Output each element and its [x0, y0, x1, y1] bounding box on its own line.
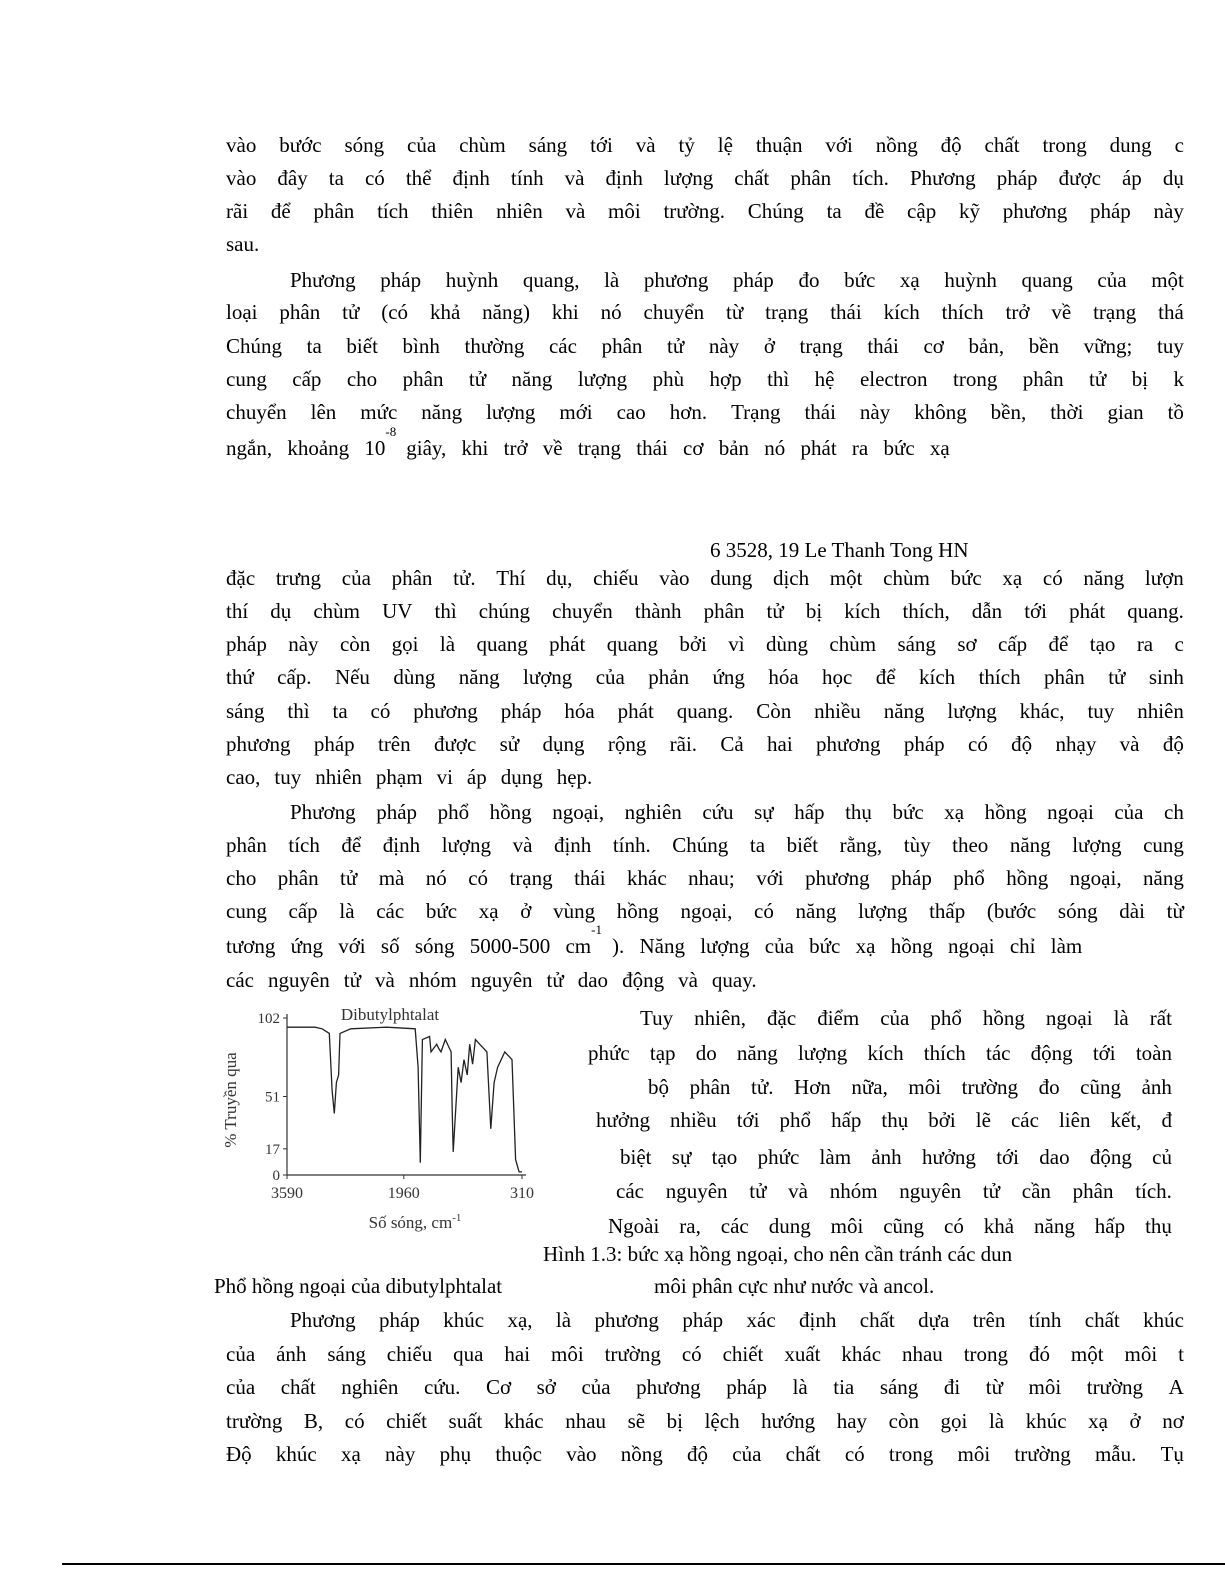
- paragraph-5-line: Phương pháp khúc xạ, là phương pháp xác định chất dựa trên tính chất khúc: [290, 1308, 1184, 1332]
- paragraph-3-line: pháp này còn gọi là quang phát quang bởi vì dùng chùm sáng sơ cấp để tạo ra c: [226, 632, 1184, 656]
- wrap-line: phức tạp do năng lượng kích thích tác động tới toàn: [588, 1041, 1172, 1065]
- paragraph-3-line: sáng thì ta có phương pháp hóa phát quang. Còn nhiều năng lượng khác, tuy nhiên: [226, 699, 1184, 723]
- paragraph-3-line: cao, tuy nhiên phạm vi áp dụng hẹp.: [226, 765, 593, 789]
- paragraph-2-line: Chúng ta biết bình thường các phân tử này ở trạng thái cơ bản, bền vững; tuy: [226, 334, 1184, 358]
- figure-caption-line-1: Hình 1.3: bức xạ hồng ngoại, cho nên cần tránh các dun: [543, 1242, 1013, 1266]
- paragraph-3-line: thí dụ chùm UV thì chúng chuyển thành phân tử bị kích thích, dẫn tới phát quang.: [226, 599, 1184, 623]
- paragraph-1-line: vào bước sóng của chùm sáng tới và tỷ lệ thuận với nồng độ chất trong dung c: [226, 133, 1184, 157]
- paragraph-5-line: trường B, có chiết suất khác nhau sẽ bị lệch hướng hay còn gọi là khúc xạ ở nơ: [226, 1409, 1184, 1433]
- paragraph-3-line: thứ cấp. Nếu dùng năng lượng của phản ứng hóa học để kích thích phân tử sinh: [226, 665, 1184, 689]
- paragraph-3-line: đặc trưng của phân tử. Thí dụ, chiếu vào dung dịch một chùm bức xạ có năng lượn: [226, 566, 1184, 590]
- page-footer-text: 6 3528, 19 Le Thanh Tong HN: [710, 538, 969, 562]
- x-tick-label: 3590: [271, 1185, 303, 1202]
- wrap-line: các nguyên tử và nhóm nguyên tử cần phân tích.: [616, 1179, 1172, 1203]
- chart-xlabel: [369, 1212, 462, 1232]
- spectrum-line: [287, 1027, 522, 1172]
- paragraph-2-line: ngắn, khoảng 10 $^{-8}$ giây, khi trở về trạng thái cơ bản nó phát ra bức xạ: [226, 424, 950, 460]
- paragraph-4-line: cho phân tử mà nó có trạng thái khác nhau; với phương pháp phổ hồng ngoại, năng: [226, 866, 1184, 890]
- paragraph-5-line: Độ khúc xạ này phụ thuộc vào nồng độ của chất có trong môi trường mẫu. Tụ: [226, 1442, 1184, 1466]
- paragraph-2-line: chuyển lên mức năng lượng mới cao hơn. Trạng thái này không bền, thời gian tồ: [226, 400, 1184, 424]
- paragraph-2-line: cung cấp cho phân tử năng lượng phù hợp thì hệ electron trong phân tử bị k: [226, 367, 1184, 391]
- ir-spectrum-chart: [200, 1000, 560, 1240]
- y-tick-label: 0: [272, 1168, 280, 1184]
- wrap-line: Ngoài ra, các dung môi cũng có khả năng hấp thụ: [608, 1214, 1172, 1238]
- chart-xlabel-sup: -1: [452, 1212, 462, 1224]
- figure-caption-line-2: [214, 1274, 935, 1298]
- paragraph-5-line: của ánh sáng chiếu qua hai môi trường có chiết xuất khác nhau trong đó một môi t: [226, 1342, 1184, 1366]
- chart-xlabel-text: Số sóng, cm: [368, 1213, 453, 1232]
- wrap-line: biệt sự tạo phức làm ảnh hưởng tới dao động củ: [620, 1145, 1172, 1169]
- wrap-line: bộ phân tử. Hơn nữa, môi trường đo cũng ảnh: [648, 1075, 1172, 1099]
- x-tick-label: 310: [510, 1185, 534, 1202]
- paragraph-2-line: loại phân tử (có khả năng) khi nó chuyển từ trạng thái kích thích trở về trạng thá: [226, 300, 1184, 324]
- paragraph-1-line: rãi để phân tích thiên nhiên và môi trường. Chúng ta đề cập kỹ phương pháp này: [226, 199, 1184, 223]
- paragraph-4-line: tương ứng với số sóng 5000-500 cm $^{-1}$ ). Năng lượng của bức xạ hồng ngoại chỉ làm: [226, 922, 1083, 958]
- paragraph-4-line: cung cấp là các bức xạ ở vùng hồng ngoại, có năng lượng thấp (bước sóng dài từ: [226, 899, 1184, 923]
- wrap-line: hưởng nhiều tới phổ hấp thụ bởi lẽ các liên kết, đ: [596, 1108, 1172, 1132]
- wrap-line: Tuy nhiên, đặc điểm của phổ hồng ngoại là rất: [640, 1006, 1172, 1030]
- y-tick-label: 17: [265, 1141, 280, 1158]
- y-tick-label: 51: [265, 1089, 280, 1106]
- paragraph-4-line: Phương pháp phổ hồng ngoại, nghiên cứu sự hấp thụ bức xạ hồng ngoại của ch: [290, 800, 1184, 824]
- figure-caption-continuation: môi phân cực như nước và ancol.: [654, 1274, 935, 1298]
- paragraph-2-line: Phương pháp huỳnh quang, là phương pháp đo bức xạ huỳnh quang của một: [290, 268, 1184, 292]
- y-tick-label: 102: [257, 1011, 280, 1027]
- chart-title: Dibutylphtalat: [340, 1005, 440, 1024]
- bottom-rule: [62, 1563, 1225, 1565]
- paragraph-1-line: vào đây ta có thể định tính và định lượng chất phân tích. Phương pháp được áp dụ: [226, 166, 1184, 190]
- paragraph-4-line: các nguyên tử và nhóm nguyên tử dao động và quay.: [226, 968, 757, 992]
- paragraph-1-line: sau.: [226, 232, 260, 256]
- chart-axes: [287, 1014, 526, 1175]
- paragraph-5-line: của chất nghiên cứu. Cơ sở của phương pháp là tia sáng đi từ môi trường A: [226, 1375, 1184, 1399]
- figure-caption-title: Phổ hồng ngoại của dibutylphtalat: [214, 1274, 503, 1298]
- paragraph-3-line: phương pháp trên được sử dụng rộng rãi. Cả hai phương pháp có độ nhạy và độ: [226, 732, 1184, 756]
- chart-ylabel: % Truyền qua: [221, 1052, 240, 1148]
- x-tick-label: 1960: [387, 1185, 420, 1202]
- paragraph-4-line: phân tích để định lượng và định tính. Chúng ta biết rằng, tùy theo năng lượng cung: [226, 833, 1184, 857]
